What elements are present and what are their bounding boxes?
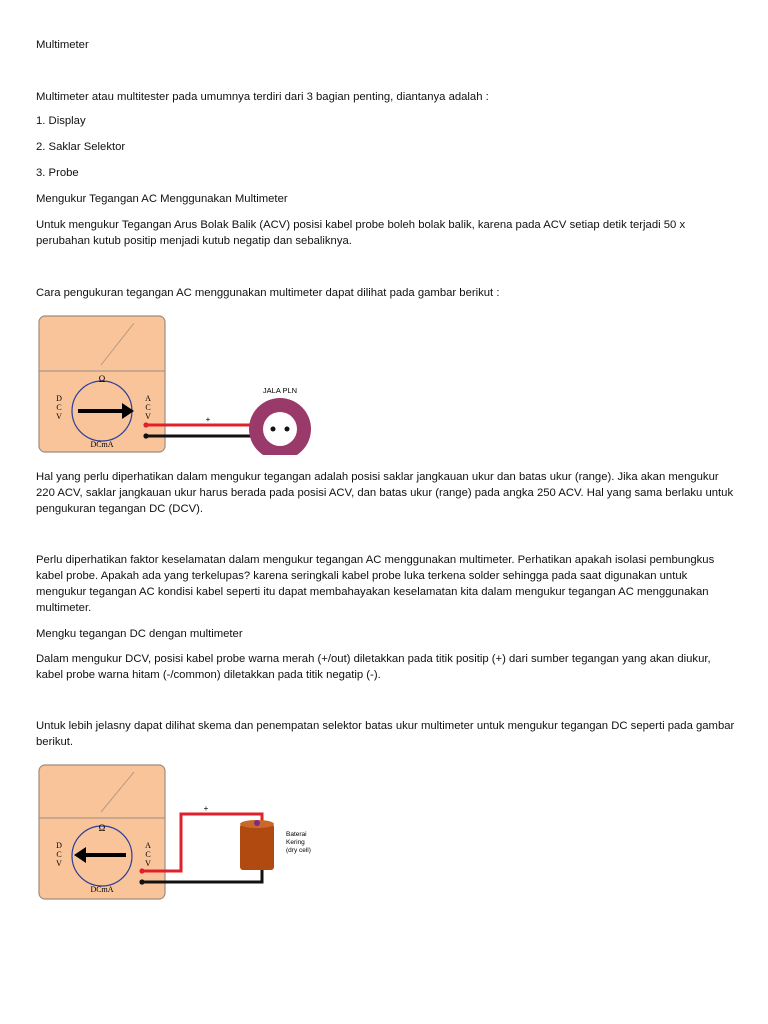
paragraph-hal: Hal yang perlu diperhatikan dalam mengukur tegangan adalah posisi saklar jangkauan ukur dan batas ukur (range). Jika akan mengukur 220 ACV, saklar jangkauan ukur harus berada pada posisi ACV, dan batas ukur (range) pada angka 250 ACV. Hal yang sama berlaku untuk pengukuran tegangan DC (DCV). bbox=[36, 471, 734, 515]
dcv-label-letter: D bbox=[56, 841, 62, 850]
battery-label-line: Baterai bbox=[286, 831, 307, 838]
dcma-label: DCmA bbox=[90, 440, 114, 449]
paragraph-skema: Untuk lebih jelasny dapat dilihat skema dan penempatan selektor batas ukur multimeter untuk mengukur tegangan DC seperti pada gambar berikut. bbox=[36, 720, 735, 748]
jala-pln-label: JALA PLN bbox=[262, 386, 298, 395]
socket-hole bbox=[285, 427, 290, 432]
socket-face bbox=[263, 412, 297, 446]
acv-label-letter: A bbox=[145, 841, 151, 850]
battery-body bbox=[240, 824, 274, 870]
intro-paragraph: Multimeter atau multitester pada umumnya terdiri dari 3 bagian penting, diantanya adalah : bbox=[36, 91, 489, 103]
dcv-label-letter: V bbox=[56, 859, 62, 868]
acv-label-letter: A bbox=[145, 394, 151, 403]
heading-ac: Mengukur Tegangan AC Menggunakan Multimeter bbox=[36, 193, 288, 205]
plus-sign: + bbox=[205, 415, 211, 424]
acv-label-letter: C bbox=[145, 403, 151, 412]
acv-label-letter: V bbox=[145, 412, 151, 421]
dcv-label-letter: V bbox=[56, 412, 62, 421]
multimeter-body bbox=[39, 316, 165, 452]
ac-measurement-diagram bbox=[36, 315, 326, 455]
battery-label-line: Kering bbox=[286, 839, 305, 846]
acv-label-letter: V bbox=[145, 859, 151, 868]
acv-label-letter: C bbox=[145, 850, 151, 859]
list-item: 1. Display bbox=[36, 115, 86, 127]
socket-hole bbox=[271, 427, 276, 432]
dcv-label-letter: C bbox=[56, 850, 62, 859]
paragraph-acv: Untuk mengukur Tegangan Arus Bolak Balik (ACV) posisi kabel probe boleh bolak balik, karena pada ACV setiap detik terjadi 50 x perubahan kutub positip menjadi kutub negatip dan sebaliknya. bbox=[36, 219, 686, 247]
ohm-label: Ω bbox=[98, 823, 106, 833]
dc-measurement-diagram bbox=[36, 764, 336, 904]
paragraph-dcv: Dalam mengukur DCV, posisi kabel probe warna merah (+/out) diletakkan pada titik positip (+) dari sumber tegangan yang akan diukur, kabel probe warna hitam (-/common) diletakkan pada titik negatip (-). bbox=[36, 653, 711, 681]
list-item: 2. Saklar Selektor bbox=[36, 141, 126, 153]
heading-dc: Mengku tegangan DC dengan multimeter bbox=[36, 628, 243, 640]
plus-sign: + bbox=[203, 804, 209, 813]
list-item: 3. Probe bbox=[36, 167, 79, 179]
dcv-label-letter: C bbox=[56, 403, 62, 412]
battery-terminal bbox=[254, 820, 260, 826]
document-title: Multimeter bbox=[36, 39, 89, 51]
paragraph-safety: Perlu diperhatikan faktor keselamatan dalam mengukur tegangan AC menggunakan multimeter. Perhatikan apakah isolasi pembungkus kabel probe. Apakah ada yang terkelupas? karena seringkali kabel probe luka terkena solder sehingga pada saat digunakan untuk mengukur tegangan AC kondisi kabel seperti itu dapat membahayakan keselamatan kita dalam mengukur tegangan AC menggunakan multimeter. bbox=[36, 554, 715, 614]
dcma-label: DCmA bbox=[90, 885, 114, 894]
paragraph-cara: Cara pengukuran tegangan AC menggunakan multimeter dapat dilihat pada gambar berikut : bbox=[36, 287, 500, 299]
ohm-label: Ω bbox=[98, 374, 106, 384]
battery-label-line: (dry cell) bbox=[286, 847, 311, 854]
dcv-label-letter: D bbox=[56, 394, 62, 403]
